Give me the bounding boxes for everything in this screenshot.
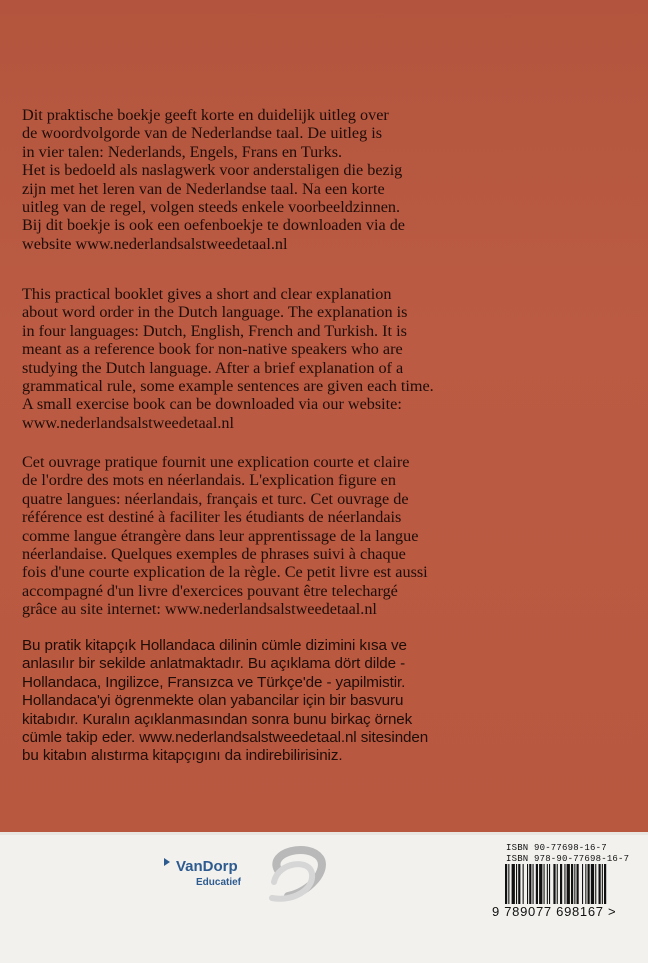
isbn-13: ISBN 978-90-77698-16-7 <box>506 854 630 864</box>
turkish-paragraph: Bu pratik kitapçık Hollandaca dilinin cümle dizimini kısa ve anlasılır bir sekilde anlatmaktadır. Bu açıklama dört dilde - Hollandaca, Ingilizce, Fransızca ve Türkçe'de - yapilmistir. Hollandaca'yi ögrenmekte olan yabancilar için bir basvuru kitabıdır. Kuralın açıklanmasından sonra bunu birkaç örnek cümle takip eder. www.nederlandsalstweedetaal.nl sitesinden bu kitabın alıstırma kitapçıgını da indirebilirisiniz. <box>22 637 429 765</box>
english-paragraph: This practical booklet gives a short and clear explanation about word order in the Dutch language. The explanation is in four languages: Dutch, English, French and Turkish. It is meant as a reference book for non-native speakers who are studying the Dutch language. After a brief explanation of a grammatical rule, some example sentences are given each time. A small exercise book can be downloaded via our website: www.nederlandsalstweedetaal.nl <box>22 285 434 432</box>
publisher-name: VanDorp <box>176 858 238 875</box>
dutch-paragraph: Dit praktische boekje geeft korte en duidelijk uitleg over de woordvolgorde van de Nederlandse taal. De uitleg is in vier talen: Nederlands, Engels, Frans en Turks. Het is bedoeld als naslagwerk voor anderstaligen die bezig zijn met het leren van de Nederlandse taal. Na een korte uitleg van de regel, volgen steeds enkele voorbeeldzinnen. Bij dit boekje is ook een oefenboekje te downloaden via de website www.nederlandsalstweedetaal.nl <box>22 106 405 253</box>
barcode-digits: 9 789077 698167 > <box>492 904 617 919</box>
french-paragraph: Cet ouvrage pratique fournit une explication courte et claire de l'ordre des mots en néerlandais. L'explication figure en quatre langues: néerlandais, français et turc. Cet ouvrage de référence est destiné à faciliter les étudiants de néerlandais comme langue étrangère dans leur apprentissage de la langue néerlandaise. Quelques exemples de phrases suivi à chaque fois d'une courte explication de la règle. Ce petit livre est aussi accompagné d'un livre d'exercices pouvant être telechargé grâce au site internet: www.nederlandsalstweedetaal.nl <box>22 453 428 619</box>
publisher-logo-icon <box>160 840 330 910</box>
isbn-10: ISBN 90-77698-16-7 <box>506 843 607 853</box>
publisher-subtitle: Educatief <box>196 877 242 888</box>
